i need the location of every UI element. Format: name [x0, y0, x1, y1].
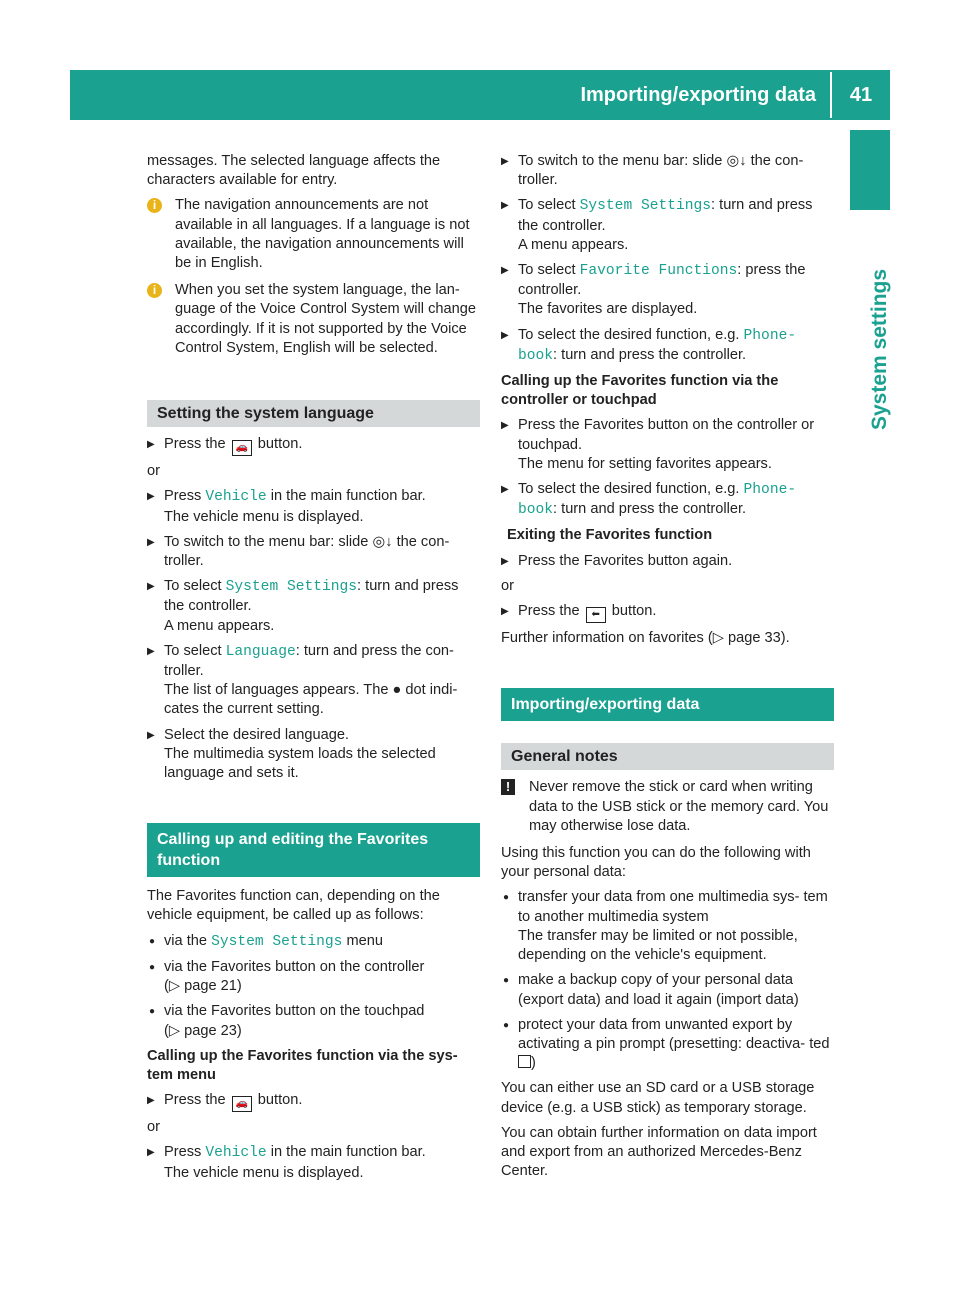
step: ▶ Press Vehicle in the main function bar. The vehicle menu is displayed. — [147, 1143, 480, 1182]
paragraph: messages. The selected language affects the characters available for entry. — [147, 153, 441, 189]
step: ▶ Press the 🚗 button. — [147, 1091, 480, 1112]
or-text: or — [147, 1119, 160, 1136]
list-item: ● via the System Settings menu — [147, 932, 480, 952]
section-heading: Importing/exporting data — [501, 688, 834, 721]
subheading: Exiting the Favorites function — [507, 527, 713, 544]
checkbox-icon — [518, 1055, 531, 1068]
info-note: i When you set the system language, the lan- guage of the Voice Control System will change accordingly. If it is not supported by the Voice Control System, English will be selected. — [147, 281, 480, 358]
section-heading: General notes — [501, 743, 834, 770]
or-text: or — [501, 577, 514, 594]
column-right — [501, 152, 834, 1187]
step: ▶ To select System Settings: turn and press the controller. A menu appears. — [501, 196, 834, 255]
column-left — [147, 152, 480, 1189]
step: ▶ To select Language: turn and press the con- troller. The list of languages appears. The ● dot indi- cates the current setting. — [147, 642, 480, 720]
page-title: Importing/exporting data — [580, 84, 816, 106]
paragraph: Using this function you can do the following with your personal data: — [501, 845, 811, 881]
list-item: ● transfer your data from one multimedia sys- tem to another multimedia system The transfer may be limited or not possible, depending on the vehicle's equipment. — [501, 888, 834, 965]
back-button-icon: ⬅ — [586, 607, 606, 623]
step: ▶ To select the desired function, e.g. Phone‐ book: turn and press the controller. — [501, 480, 834, 520]
subheading: Calling up the Favorites function via the sys- tem menu — [147, 1047, 458, 1083]
section-heading: Calling up and editing the Favorites function — [147, 823, 480, 877]
step: ▶ Press the Favorites button again. — [501, 552, 834, 571]
paragraph: You can obtain further information on data import and export from an authorized Mercedes-Benz Center. — [501, 1124, 817, 1180]
section-label: System settings — [868, 268, 891, 430]
warning-icon: ! — [501, 779, 515, 795]
dot-icon: ● — [392, 682, 402, 699]
section-heading: Setting the system language — [147, 400, 480, 427]
step: ▶ Press the 🚗 button. — [147, 435, 480, 456]
subheading: Calling up the Favorites function via the controller or touchpad — [501, 373, 779, 409]
step: ▶ Press the ⬅ button. — [501, 602, 834, 623]
info-icon: i — [147, 198, 162, 213]
paragraph: You can either use an SD card or a USB storage device (e.g. a USB stick) as temporary storage. — [501, 1080, 815, 1116]
list-item: ● protect your data from unwanted export by activating a pin prompt (presetting: deactiva- ted ) — [501, 1016, 834, 1074]
controller-slide-icon: ◎↓ — [726, 153, 747, 169]
list-item: ● via the Favorites button on the controller (▷ page 21) — [147, 958, 480, 996]
list-item: ● make a backup copy of your personal data (export data) and load it again (import data) — [501, 971, 834, 1009]
warning-note: ! Never remove the stick or card when writing data to the USB stick or the memory card. You may otherwise lose data. — [501, 778, 834, 836]
controller-slide-icon: ◎↓ — [372, 533, 393, 550]
step: ▶ Select the desired language. The multimedia system loads the selected language and sets it. — [147, 726, 480, 784]
page-number: 41 — [849, 84, 873, 106]
step: ▶ To switch to the menu bar: slide ◎↓ the con- troller. — [147, 533, 480, 571]
step: ▶ To select System Settings: turn and press the controller. A menu appears. — [147, 577, 480, 636]
car-button-icon: 🚗 — [232, 1096, 252, 1112]
step: ▶ To select Favorite Functions: press the controller. The favorites are displayed. — [501, 261, 834, 320]
list-item: ● via the Favorites button on the touchpad (▷ page 23) — [147, 1002, 480, 1040]
car-button-icon: 🚗 — [232, 440, 252, 456]
step: ▶ To select the desired function, e.g. Phone‐ book: turn and press the controller. — [501, 326, 834, 366]
or-text: or — [147, 463, 160, 480]
step: ▶ To switch to the menu bar: slide ◎↓ the con- troller. — [501, 152, 834, 190]
paragraph: The Favorites function can, depending on the vehicle equipment, be called up as follows: — [147, 888, 440, 924]
info-icon: i — [147, 283, 162, 298]
info-note: i The navigation announcements are not available in all languages. If a language is not available, the navigation announcements will be in English. — [147, 196, 480, 273]
section-tab — [850, 130, 890, 210]
step: ▶ Press Vehicle in the main function bar. The vehicle menu is displayed. — [147, 487, 480, 526]
paragraph: Further information on favorites (▷ page 33). — [501, 630, 790, 647]
step: ▶ Press the Favorites button on the controller or touchpad. The menu for setting favorites appears. — [501, 416, 834, 474]
